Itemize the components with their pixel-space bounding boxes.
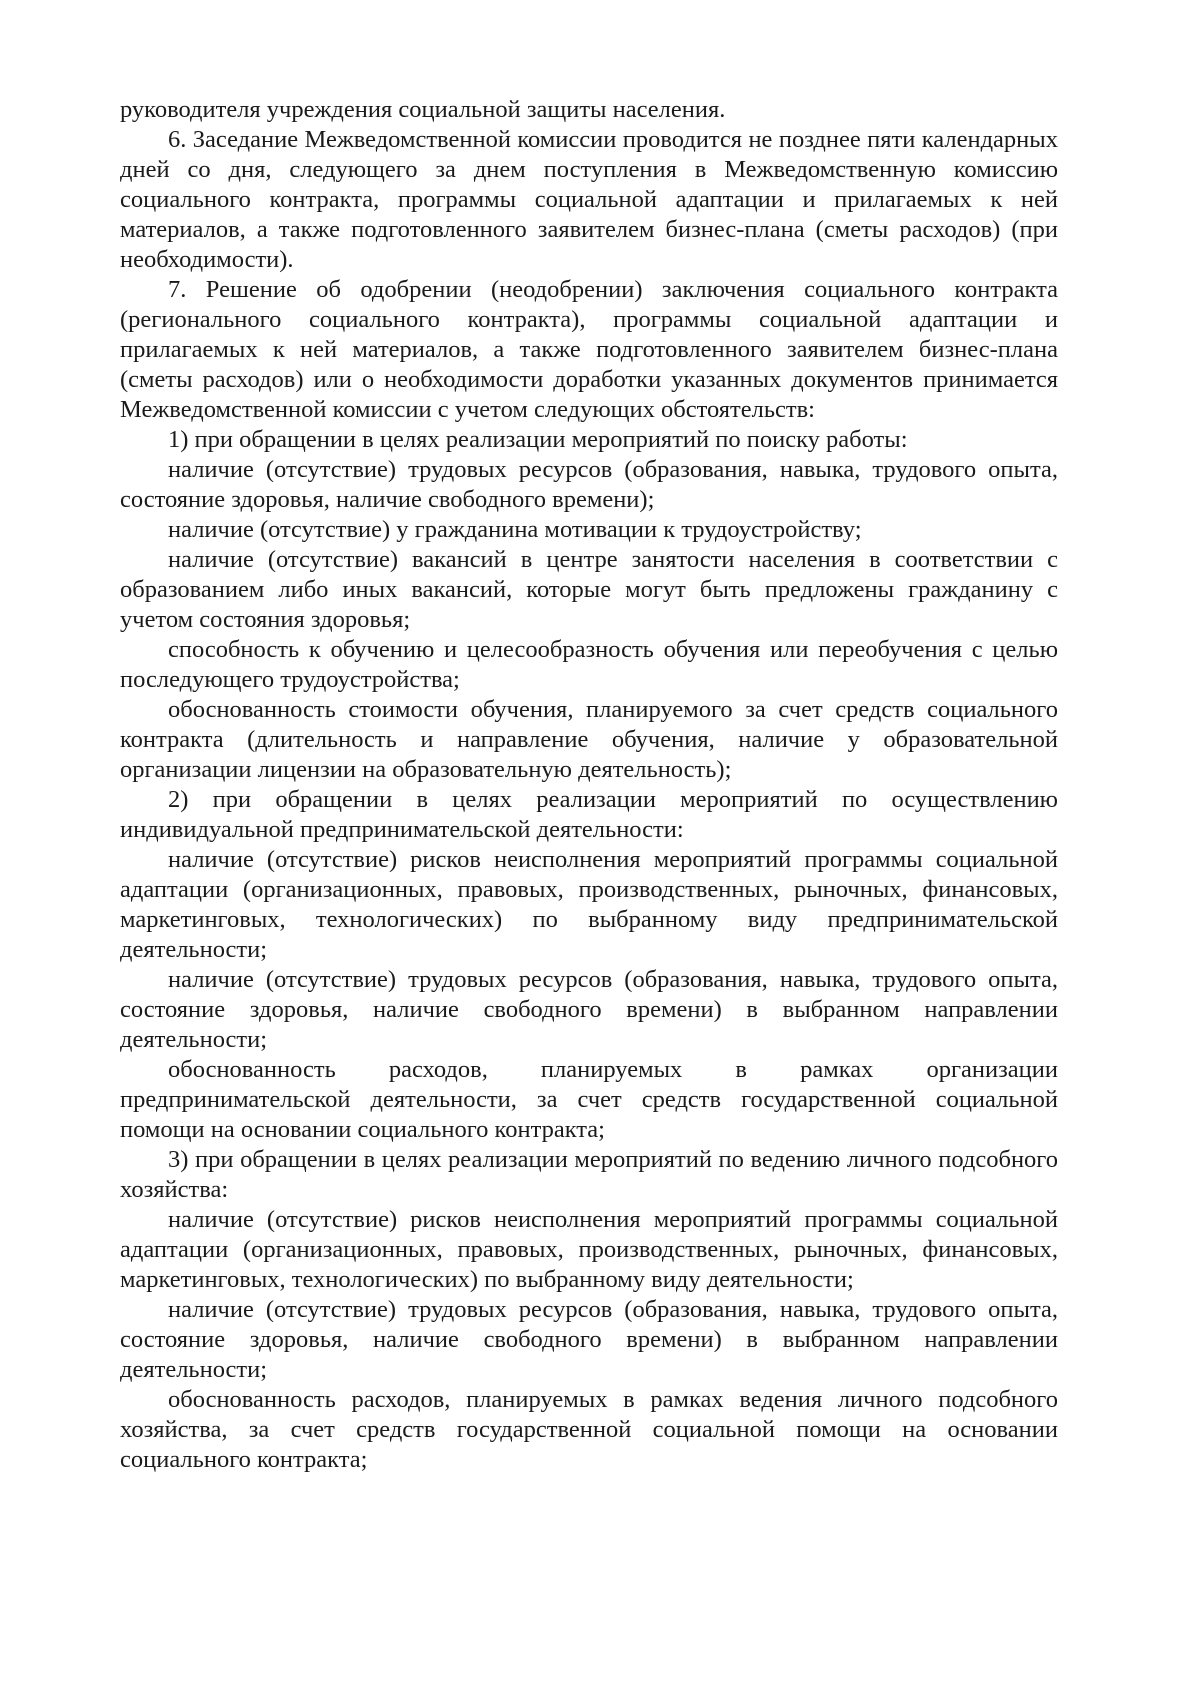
paragraph-item-7: 7. Решение об одобрении (неодобрении) заключения социального контракта (регионального социального контракта), программы социальной адаптации и прилагаемых к ней материалов, а также подготовленного заявителем бизнес-плана (сметы расходов) или о необходимости доработки указанных документов принимается Межведомственной комиссии с учетом следующих обстоятельств: bbox=[120, 276, 1058, 423]
paragraph-subitem-3: 3) при обращении в целях реализации мероприятий по ведению личного подсобного хозяйства: bbox=[120, 1146, 1058, 1203]
paragraph-criterion: наличие (отсутствие) рисков неисполнения мероприятий программы социальной адаптации (организационных, правовых, производственных, рыночных, финансовых, маркетинговых, технологических) по выбранному виду деятельности; bbox=[120, 1206, 1058, 1293]
paragraph-subitem-1: 1) при обращении в целях реализации мероприятий по поиску работы: bbox=[168, 426, 908, 453]
paragraph-criterion: обоснованность расходов, планируемых в рамках организации предпринимательской деятельности, за счет средств государственной социальной помощи на основании социального контракта; bbox=[120, 1056, 1058, 1143]
paragraph-criterion: наличие (отсутствие) трудовых ресурсов (образования, навыка, трудового опыта, состояние здоровья, наличие свободного времени) в выбранном направлении деятельности; bbox=[120, 1296, 1058, 1383]
paragraph-criterion: обоснованность расходов, планируемых в рамках ведения личного подсобного хозяйства, за счет средств государственной социальной помощи на основании социального контракта; bbox=[120, 1386, 1058, 1473]
paragraph-criterion: наличие (отсутствие) трудовых ресурсов (образования, навыка, трудового опыта, состояние здоровья, наличие свободного времени); bbox=[120, 456, 1058, 513]
paragraph-subitem-2: 2) при обращении в целях реализации мероприятий по осуществлению индивидуальной предпринимательской деятельности: bbox=[120, 786, 1058, 843]
paragraph-head-continuation: руководителя учреждения социальной защиты населения. bbox=[120, 96, 726, 123]
paragraph-criterion: наличие (отсутствие) рисков неисполнения мероприятий программы социальной адаптации (организационных, правовых, производственных, рыночных, финансовых, маркетинговых, технологических) по выбранному виду предпринимательской деятельности; bbox=[120, 846, 1058, 963]
paragraph-criterion: способность к обучению и целесообразность обучения или переобучения с целью последующего трудоустройства; bbox=[120, 636, 1058, 693]
document-body bbox=[120, 95, 1058, 1475]
paragraph-criterion: обоснованность стоимости обучения, планируемого за счет средств социального контракта (длительность и направление обучения, наличие у образовательной организации лицензии на образовательную деятельность); bbox=[120, 696, 1058, 783]
paragraph-criterion: наличие (отсутствие) трудовых ресурсов (образования, навыка, трудового опыта, состояние здоровья, наличие свободного времени) в выбранном направлении деятельности; bbox=[120, 966, 1058, 1053]
paragraph-criterion: наличие (отсутствие) у гражданина мотивации к трудоустройству; bbox=[168, 516, 862, 543]
paragraph-item-6: 6. Заседание Межведомственной комиссии проводится не позднее пяти календарных дней со дня, следующего за днем поступления в Межведомственную комиссию социального контракта, программы социальной адаптации и прилагаемых к ней материалов, а также подготовленного заявителем бизнес-плана (сметы расходов) (при необходимости). bbox=[120, 126, 1058, 273]
paragraph-criterion: наличие (отсутствие) вакансий в центре занятости населения в соответствии с образованием либо иных вакансий, которые могут быть предложены гражданину с учетом состояния здоровья; bbox=[120, 546, 1058, 633]
